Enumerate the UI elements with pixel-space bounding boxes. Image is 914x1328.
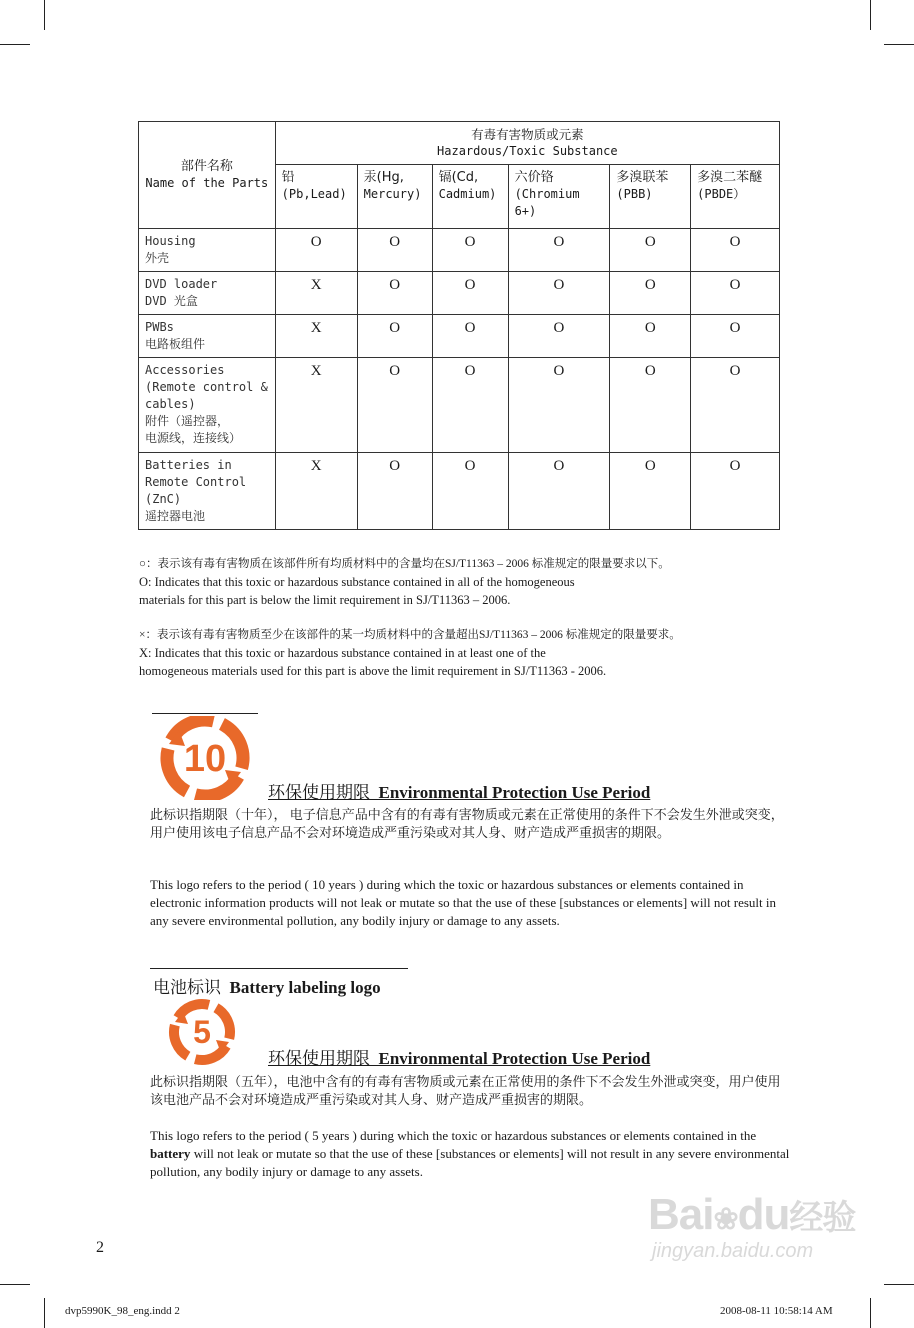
part-name: DVD loader DVD 光盒 [139, 272, 276, 315]
epup-10-logo [152, 716, 258, 800]
battery-heading-en: Battery labeling logo [229, 978, 381, 997]
substance-name-cn: 铅 [281, 170, 295, 185]
hazardous-substance-table [138, 121, 780, 530]
watermark-brand: Bai [648, 1190, 714, 1239]
battery-heading-cn: 电池标识 [153, 978, 221, 998]
substance-mark: O [610, 358, 691, 453]
divider-line [150, 968, 408, 969]
substance-name-cn: 多溴联苯 [616, 170, 669, 185]
epup-10-logo-number: 10 [183, 738, 227, 780]
epup-5-heading [268, 1044, 650, 1069]
epup-5-para-en [150, 1127, 790, 1181]
substance-header [508, 165, 610, 229]
parts-header-en: Name of the Parts [145, 176, 269, 190]
substance-header-cell [275, 122, 779, 165]
substance-mark: O [610, 229, 691, 272]
x-note-en-line1: X: Indicates that this toxic or hazardous substance contained in at least one of the [139, 646, 546, 660]
crop-mark [870, 1298, 871, 1328]
substance-mark: O [432, 229, 508, 272]
substance-mark: O [508, 358, 610, 453]
substance-name-en: Mercury) [363, 187, 422, 201]
part-name: Batteries in Remote Control (ZnC) 遥控器电池 [139, 453, 276, 530]
substance-mark: O [432, 315, 508, 358]
epup-10-heading-en: Environmental Protection Use Period [378, 783, 651, 802]
battery-heading [153, 973, 381, 998]
substance-mark: O [432, 358, 508, 453]
o-note-en-line1: O: Indicates that this toxic or hazardous substance contained in all of the homogeneous [139, 575, 575, 589]
substance-mark: O [691, 272, 780, 315]
substance-mark: X [275, 272, 357, 315]
substance-name-cn: 多溴二苯醚 [697, 170, 763, 185]
substance-mark: O [691, 358, 780, 453]
substance-mark: O [275, 229, 357, 272]
substance-mark: O [357, 229, 432, 272]
parts-header-cell [139, 122, 276, 229]
x-note [139, 626, 681, 680]
substance-mark: O [508, 272, 610, 315]
substance-mark: O [610, 453, 691, 530]
part-name: PWBs 电路板组件 [139, 315, 276, 358]
substance-mark: O [508, 453, 610, 530]
crop-mark [0, 1284, 30, 1285]
table-row [139, 453, 780, 530]
epup-5-para-en-post: will not leak or mutate so that the use of these [substances or elements] will not result in any severe environmental pollution, any bodily injury or damage to any assets. [150, 1146, 790, 1179]
epup-5-para-en-bold: battery [150, 1146, 191, 1161]
crop-mark [44, 1298, 45, 1328]
epup-5-logo-number: 5 [193, 1014, 211, 1050]
substance-mark: O [508, 315, 610, 358]
divider-line [152, 713, 258, 714]
crop-mark [870, 0, 871, 30]
epup-10-heading [268, 778, 650, 803]
substance-mark: O [691, 453, 780, 530]
footer-file: dvp5990K_98_eng.indd 2 [65, 1305, 180, 1317]
epup-5-heading-en: Environmental Protection Use Period [378, 1049, 651, 1068]
substance-mark: X [275, 315, 357, 358]
substance-mark: O [357, 358, 432, 453]
table-row [139, 315, 780, 358]
watermark-cn: 经验 [789, 1198, 856, 1238]
parts-header-cn: 部件名称 [180, 159, 233, 174]
substance-mark: O [357, 315, 432, 358]
substance-header [275, 165, 357, 229]
substance-name-cn: 六价铬 [514, 170, 554, 185]
substance-header [610, 165, 691, 229]
page-number: 2 [96, 1239, 104, 1256]
substance-header-en: Hazardous/Toxic Substance [437, 144, 618, 158]
substance-mark: O [357, 272, 432, 315]
substance-header [691, 165, 780, 229]
substance-mark: O [432, 272, 508, 315]
o-note-en-line2: materials for this part is below the limit requirement in SJ/T11363 – 2006. [139, 593, 511, 607]
paw-icon: ❀ [713, 1203, 738, 1236]
footer-date: 2008-08-11 10:58:14 AM [720, 1305, 833, 1317]
substance-name-en: (Chromium 6+) [514, 187, 580, 218]
epup-5-para-cn: 此标识指期限（五年），电池中含有的有毒有害物质或元素在正常使用的条件下不会发生外泄或突变，用户使用该电池产品不会对环境造成严重污染或对其人身、财产造成严重损害的期限。 [150, 1074, 781, 1107]
part-name: Housing 外壳 [139, 229, 276, 272]
substance-mark: O [357, 453, 432, 530]
crop-mark [44, 0, 45, 30]
epup-10-heading-cn: 环保使用期限 [268, 783, 370, 803]
substance-mark: O [508, 229, 610, 272]
part-name: Accessories (Remote control & cables) 附件（遥控器， 电源线，连接线） [139, 358, 276, 453]
crop-mark [884, 1284, 914, 1285]
table-row [139, 229, 780, 272]
epup-10-para-en: This logo refers to the period ( 10 years ) during which the toxic or hazardous substances or elements contained in electronic information products will not leak or mutate so that the use of these [substances or elements] will not result in any severe environmental pollution, any bodily injury or damage to any assets. [150, 877, 777, 928]
substance-name-en: (PBB) [616, 187, 653, 201]
baidu-watermark [648, 1190, 868, 1300]
substance-mark: O [691, 229, 780, 272]
x-note-cn: ×：表示该有毒有害物质至少在该部件的某一均质材料中的含量超出SJ/T11363 – 2006 标准规定的限量要求。 [139, 629, 681, 641]
substance-mark: O [610, 315, 691, 358]
substance-mark: O [691, 315, 780, 358]
substance-mark: X [275, 358, 357, 453]
substance-name-en: Cadmium) [438, 187, 497, 201]
epup-5-heading-cn: 环保使用期限 [268, 1049, 370, 1069]
substance-mark: O [432, 453, 508, 530]
watermark-brand2: du [737, 1190, 790, 1239]
epup-5-para-en-pre: This logo refers to the period ( 5 years ) during which the toxic or hazardous substances or elements contained in the [150, 1128, 757, 1143]
table-row [139, 358, 780, 453]
crop-mark [884, 44, 914, 45]
substance-header-cn: 有毒有害物质或元素 [471, 127, 584, 142]
table-row [139, 272, 780, 315]
substance-header [357, 165, 432, 229]
substance-mark: X [275, 453, 357, 530]
crop-mark [0, 44, 30, 45]
o-note-cn: ○：表示该有毒有害物质在该部件所有均质材料中的含量均在SJ/T11363 – 2006 标准规定的限量要求以下。 [139, 558, 670, 570]
substance-header [432, 165, 508, 229]
substance-name-cn: 镉(Cd, [438, 170, 479, 185]
o-note [139, 555, 670, 609]
x-note-en-line2: homogeneous materials used for this part is above the limit requirement in SJ/T11363 - 2006. [139, 664, 607, 678]
substance-name-en: (Pb,Lead) [281, 187, 347, 201]
epup-5-logo [152, 998, 250, 1066]
watermark-url: jingyan.baidu.com [652, 1240, 814, 1262]
epup-10-para-cn: 此标识指期限（十年）， 电子信息产品中含有的有毒有害物质或元素在正常使用的条件下不会发生外泄或突变，用户使用该电子信息产品不会对环境造成严重污染或对其人身、财产造成严重损害的期限。 [150, 807, 784, 840]
substance-mark: O [610, 272, 691, 315]
substance-name-en: (PBDE） [697, 187, 746, 201]
substance-name-cn: 汞(Hg, [363, 170, 404, 185]
